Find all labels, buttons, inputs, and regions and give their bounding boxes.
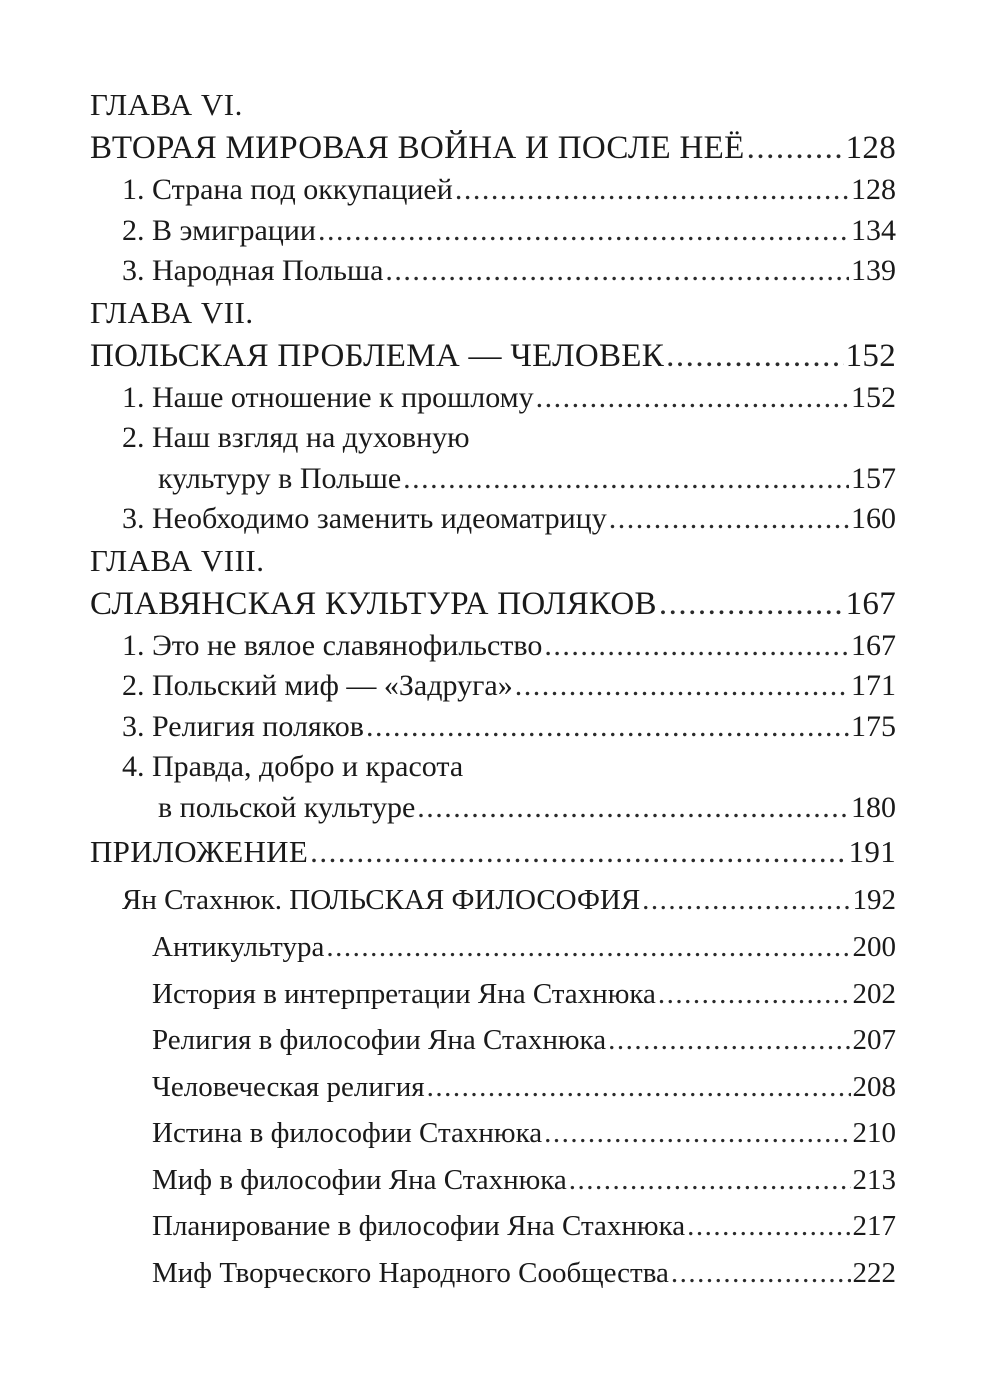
chapter-label-text: ГЛАВА VI. (90, 87, 243, 122)
toc-entry-text: 3. Народная Польша (122, 254, 384, 287)
dot-leader (318, 211, 849, 252)
toc-entry-text: Антикультура (152, 931, 325, 963)
toc-entry-text: 2. В эмиграции (122, 213, 316, 247)
page-number: 200 (852, 931, 896, 963)
dot-leader (658, 971, 851, 1018)
page-number: 192 (852, 884, 896, 916)
toc-entry (90, 251, 896, 292)
chapter-label-text: ГЛАВА VIII. (90, 542, 265, 578)
toc-entry-text: в польской культуре (158, 790, 416, 824)
page-number: 191 (848, 834, 896, 869)
dot-leader (326, 924, 850, 971)
page-number: 208 (852, 1070, 896, 1103)
page-number: 210 (852, 1117, 896, 1149)
toc-entry (90, 626, 896, 667)
appendix-title (90, 828, 896, 876)
appendix-title-text: ПРИЛОЖЕНИЕ (90, 834, 309, 869)
chapter-label (90, 292, 896, 334)
toc-entry (90, 211, 896, 252)
toc-entry (90, 1110, 896, 1157)
dot-leader (417, 788, 849, 829)
page-number: 207 (852, 1024, 896, 1056)
toc-entry-text: 4. Правда, добро и красота (122, 750, 464, 783)
toc-entry (90, 924, 896, 971)
dot-leader (544, 626, 849, 667)
dot-leader (427, 1064, 851, 1111)
dot-leader (747, 126, 844, 170)
dot-leader (569, 1157, 851, 1204)
dot-leader (536, 378, 849, 419)
page-number: 134 (851, 213, 896, 247)
dot-leader (366, 707, 849, 748)
page-number: 213 (852, 1163, 896, 1196)
toc-entry-text: История в интерпретации Яна Стахнюка (152, 977, 656, 1010)
toc-entry-text: культуру в Польше (158, 461, 402, 495)
toc-entry-continuation (90, 788, 896, 829)
toc-entry (90, 1203, 896, 1250)
dot-leader (608, 1017, 850, 1064)
dot-leader (385, 251, 849, 292)
toc-entry-text: 1. Это не вялое славянофильство (122, 628, 543, 662)
page-number: 160 (851, 502, 896, 535)
toc-entry-text: Религия в философии Яна Стахнюка (152, 1024, 607, 1056)
toc-entry-continuation (90, 459, 896, 500)
toc-entry-text: Планирование в философии Яна Стахнюка (152, 1210, 686, 1242)
appendix-section (90, 876, 896, 924)
page-number: 128 (845, 130, 896, 166)
dot-leader (544, 1110, 850, 1157)
page-number: 175 (851, 709, 896, 743)
page-number: 128 (851, 173, 896, 206)
page-number: 167 (851, 628, 896, 662)
toc-entry-text: Человеческая религия (152, 1070, 425, 1103)
toc-entry (90, 418, 896, 459)
dot-leader (666, 334, 844, 378)
toc-entry (90, 971, 896, 1018)
toc-entry-text: 1. Наше отношение к прошлому (122, 380, 534, 414)
chapter-title (90, 126, 896, 170)
page-number: 139 (851, 254, 896, 287)
dot-leader (310, 828, 847, 876)
toc-entry-text: 1. Страна под оккупацией (122, 173, 453, 206)
appendix-section-text: Ян Стахнюк. ПОЛЬСКАЯ ФИЛОСОФИЯ (122, 884, 641, 916)
dot-leader (687, 1203, 850, 1250)
page-number: 202 (852, 977, 896, 1010)
toc-entry-text: Миф Творческого Народного Сообщества (152, 1256, 669, 1289)
dot-leader (609, 499, 849, 540)
toc-entry (90, 666, 896, 707)
toc-entry-text: Истина в философии Стахнюка (152, 1117, 543, 1149)
page-number: 152 (845, 337, 896, 374)
page-number: 152 (851, 380, 896, 414)
chapter-label (90, 540, 896, 582)
dot-leader (515, 666, 849, 707)
page-number: 157 (851, 461, 896, 495)
dot-leader (642, 876, 850, 924)
toc-entry-text: 3. Необходимо заменить идеоматрицу (122, 502, 607, 535)
dot-leader (659, 582, 844, 626)
toc-entry (90, 499, 896, 540)
toc-entry (90, 170, 896, 211)
toc-entry (90, 1157, 896, 1204)
toc-entry-text: 3. Религия поляков (122, 709, 364, 743)
toc-entry (90, 378, 896, 419)
page-number: 217 (852, 1210, 896, 1242)
chapter-title-text: СЛАВЯНСКАЯ КУЛЬТУРА ПОЛЯКОВ (90, 585, 657, 622)
toc-entry (90, 1064, 896, 1111)
page-number: 222 (852, 1256, 896, 1289)
page-number: 180 (851, 790, 896, 824)
toc-entry-text: 2. Польский миф — «Задруга» (122, 669, 513, 702)
chapter-title-text: ПОЛЬСКАЯ ПРОБЛЕМА — ЧЕЛОВЕК (90, 337, 665, 374)
chapter-title (90, 582, 896, 626)
chapter-title (90, 334, 896, 378)
table-of-contents (90, 84, 896, 1296)
dot-leader (455, 170, 849, 211)
toc-entry (90, 1250, 896, 1297)
toc-entry (90, 1017, 896, 1064)
toc-entry (90, 747, 896, 788)
dot-leader (671, 1250, 851, 1297)
page-number: 167 (845, 585, 896, 622)
chapter-title-text: ВТОРАЯ МИРОВАЯ ВОЙНА И ПОСЛЕ НЕЁ (90, 130, 745, 166)
dot-leader (403, 459, 849, 500)
chapter-label-text: ГЛАВА VII. (90, 294, 254, 330)
chapter-label (90, 84, 896, 126)
toc-entry-text: 2. Наш взгляд на духовную (122, 421, 470, 454)
toc-entry-text: Миф в философии Яна Стахнюка (152, 1163, 567, 1196)
toc-entry (90, 707, 896, 748)
page-number: 171 (851, 669, 896, 702)
